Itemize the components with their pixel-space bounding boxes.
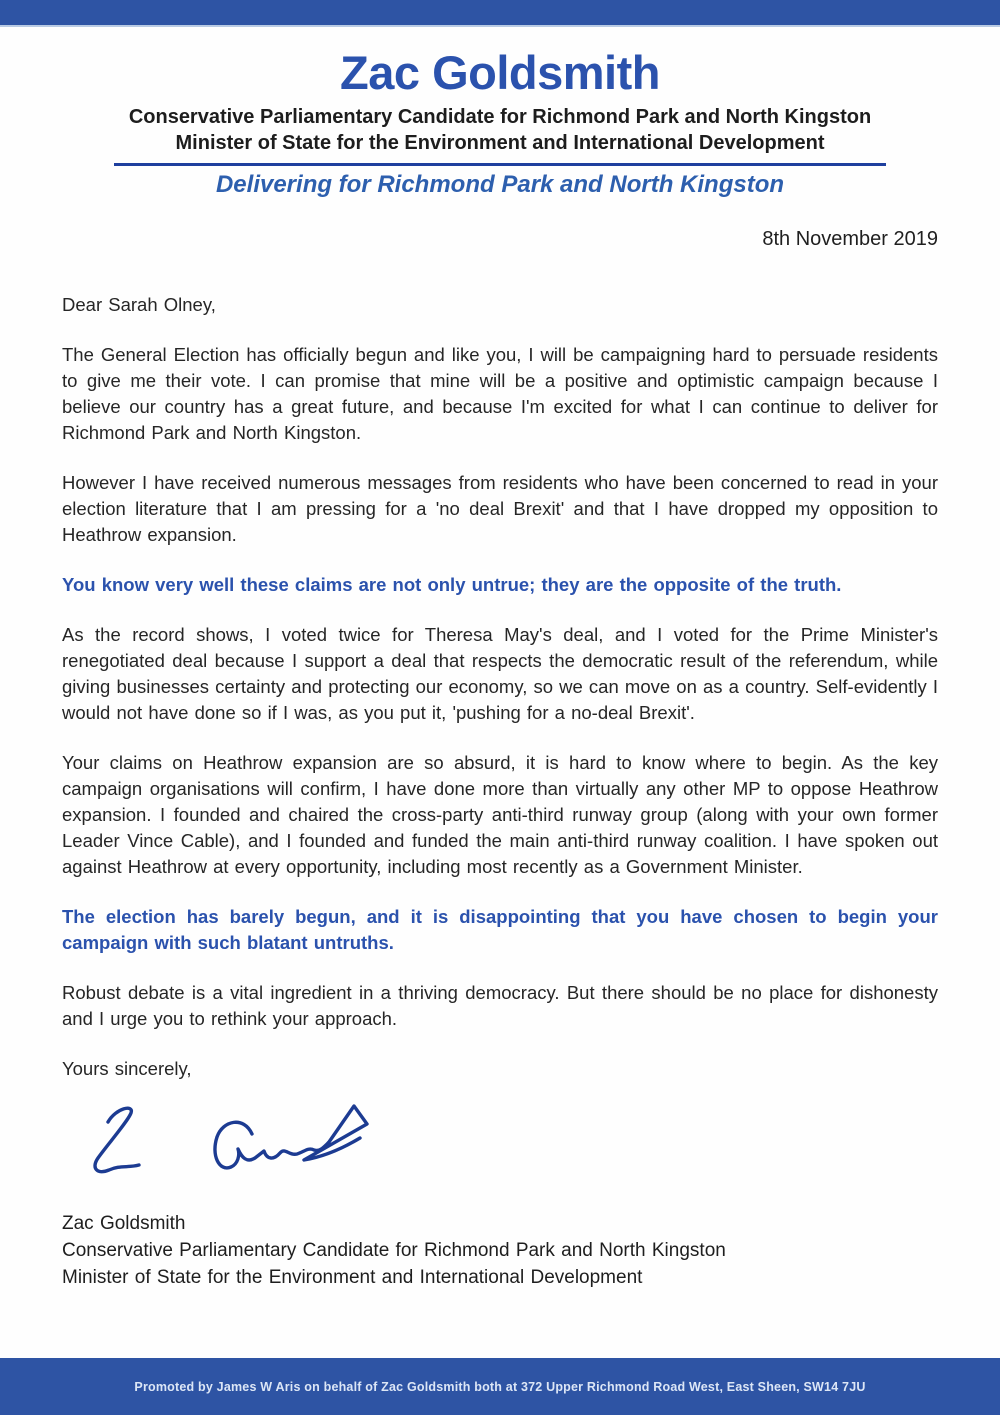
signoff-block bbox=[62, 1210, 938, 1291]
paragraph-claims-untrue: You know very well these claims are not only untrue; they are the opposite of the truth. bbox=[62, 574, 842, 595]
paragraph-election-disappointing: The election has barely begun, and it is disappointing that you have chosen to begin your campaign with such blatant untruths. bbox=[62, 906, 938, 953]
letterhead bbox=[0, 27, 1000, 198]
signoff-role-candidate: Conservative Parliamentary Candidate for Richmond Park and North Kingston bbox=[62, 1240, 726, 1261]
paragraph-brexit-record: As the record shows, I voted twice for Theresa May's deal, and I voted for the Prime Minister's renegotiated deal because I support a deal that respects the democratic result of the referendum, while giving businesses certainty and protecting our economy, so we can move on as a country. Self-evidently I would not have done so if I was, as you put it, 'pushing for a no-deal Brexit'. bbox=[62, 624, 939, 723]
letterhead-title: Zac Goldsmith bbox=[340, 46, 660, 99]
footer-blue-band bbox=[0, 1358, 1000, 1415]
signoff-name: Zac Goldsmith bbox=[62, 1213, 186, 1234]
salutation: Dear Sarah Olney, bbox=[62, 294, 216, 315]
letterhead-subtitle-minister: Minister of State for the Environment and International Development bbox=[175, 132, 825, 154]
letter-date: 8th November 2019 bbox=[762, 228, 938, 250]
footer-promoter-text: Promoted by James W Aris on behalf of Zac Goldsmith both at 372 Upper Richmond Road West, East Sheen, SW14 7JU bbox=[134, 1379, 866, 1394]
paragraph-robust-debate: Robust debate is a vital ingredient in a thriving democracy. But there should be no place for dishonesty and I urge you to rethink your approach. bbox=[62, 982, 938, 1029]
signature-ink-strokes bbox=[68, 1092, 388, 1204]
letter-body bbox=[0, 292, 1000, 1291]
letterhead-subtitle-candidate: Conservative Parliamentary Candidate for Richmond Park and North Kingston bbox=[128, 106, 872, 128]
top-blue-band bbox=[0, 0, 1000, 27]
signoff-role-minister: Minister of State for the Environment and International Development bbox=[62, 1267, 643, 1288]
paragraph-campaign-intro: The General Election has officially begun and like you, I will be campaigning hard to persuade residents to give me their vote. I can promise that mine will be a positive and optimistic campaign because I believe our country has a great future, and because I'm excited for what I can continue to deliver for Richmond Park and North Kingston. bbox=[62, 344, 938, 443]
signature-zac-goldsmith bbox=[68, 1092, 938, 1204]
paragraph-heathrow-record: Your claims on Heathrow expansion are so absurd, it is hard to know where to begin. As the key campaign organisations will confirm, I have done more than virtually any other MP to oppose Heathrow expansion. I founded and chaired the cross-party anti-third runway group (along with your own former Leader Vince Cable), and I founded and funded the main anti-third runway coalition. I have spoken out against Heathrow at every opportunity, including most recently as a Government Minister. bbox=[62, 752, 938, 877]
letterhead-divider bbox=[114, 163, 886, 166]
letterhead-tagline: Delivering for Richmond Park and North Kingston bbox=[215, 171, 785, 198]
closing-yours-sincerely: Yours sincerely, bbox=[62, 1058, 192, 1079]
paragraph-residents-concerned: However I have received numerous messages from residents who have been concerned to read in your election literature that I am pressing for a 'no deal Brexit' and that I have dropped my opposition to Heathrow expansion. bbox=[62, 472, 938, 545]
